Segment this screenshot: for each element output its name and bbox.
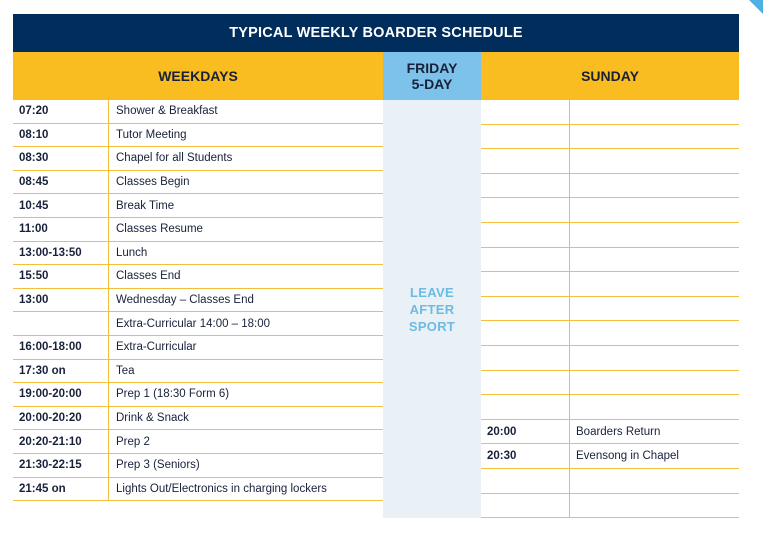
weekday-row [13,194,383,218]
weekday-row [13,147,383,171]
sunday-row [481,174,739,199]
sunday-row [481,272,739,297]
weekday-row [13,383,383,407]
sunday-row [481,346,739,371]
weekday-row [13,100,383,124]
sunday-time [481,272,570,296]
schedule-table [13,14,739,518]
sunday-time [481,174,570,198]
weekday-activity: Tutor Meeting [116,128,187,141]
weekday-activity: Lights Out/Electronics in charging lockers [116,482,327,495]
sunday-activity [570,149,739,173]
weekday-time: 16:00-18:00 [13,336,109,359]
weekday-time: 20:20-21:10 [13,430,109,453]
sunday-row [481,149,739,174]
weekday-time: 08:10 [13,124,109,147]
friday-column [383,100,481,518]
sunday-activity [570,469,739,493]
sunday-activity [570,248,739,272]
weekday-activity: Classes Begin [116,176,190,189]
sunday-time [481,346,570,370]
sunday-row [481,420,739,445]
sunday-activity [570,395,739,419]
sunday-activity [570,198,739,222]
weekday-activity: Extra-Curricular 14:00 – 18:00 [116,317,271,330]
sunday-activity [570,174,739,198]
friday-note [409,284,455,335]
sunday-activity [570,125,739,149]
sunday-time: 20:30 [481,444,570,468]
weekday-activity: Classes Resume [116,223,203,236]
weekday-activity: Prep 3 (Seniors) [116,459,200,472]
weekday-time: 20:00-20:20 [13,407,109,430]
weekday-row [13,454,383,478]
sunday-activity [570,371,739,395]
sunday-time [481,371,570,395]
sunday-time [481,321,570,345]
friday-note-line: SPORT [408,318,456,334]
sunday-time [481,125,570,149]
weekday-row [13,360,383,384]
friday-header: FRIDAY 5-DAY [383,52,481,100]
sunday-row [481,395,739,420]
sunday-activity: Evensong in Chapel [576,450,679,463]
weekday-time: 08:30 [13,147,109,170]
weekday-time [13,312,109,335]
sunday-row [481,100,739,125]
sunday-row [481,248,739,273]
weekday-activity: Wednesday – Classes End [116,294,254,307]
sunday-row [481,125,739,150]
sunday-activity [570,494,739,518]
sunday-row [481,198,739,223]
sunday-time [481,494,570,518]
weekday-time: 19:00-20:00 [13,383,109,406]
weekday-time: 15:50 [13,265,109,288]
sunday-row [481,444,739,469]
weekdays-column [13,100,383,518]
sunday-row [481,321,739,346]
weekday-activity: Lunch [116,246,148,259]
weekday-time: 13:00 [13,289,109,312]
weekday-time: 11:00 [13,218,109,241]
sunday-time [481,248,570,272]
sunday-time [481,149,570,173]
weekday-time: 07:20 [13,100,109,123]
weekday-row [13,265,383,289]
sunday-row [481,494,739,519]
schedule-title: TYPICAL WEEKLY BOARDER SCHEDULE [13,14,739,52]
sunday-column [481,100,739,518]
sunday-time [481,223,570,247]
weekday-activity: Drink & Snack [116,412,189,425]
sunday-activity [570,272,739,296]
sunday-time [481,198,570,222]
sunday-row [481,469,739,494]
weekday-row [13,407,383,431]
sunday-time [481,469,570,493]
weekday-activity: Tea [116,364,135,377]
weekday-time: 10:45 [13,194,109,217]
weekday-row [13,218,383,242]
weekday-activity: Prep 1 (18:30 Form 6) [116,388,230,401]
weekday-time: 21:45 on [13,478,109,501]
sunday-time: 20:00 [481,420,570,444]
weekday-row [13,336,383,360]
weekday-time: 17:30 on [13,360,109,383]
weekday-activity: Break Time [116,199,175,212]
sunday-row [481,371,739,396]
weekday-activity: Classes End [116,270,181,283]
sunday-activity: Boarders Return [576,425,661,438]
weekday-time: 08:45 [13,171,109,194]
weekday-row [13,312,383,336]
weekday-row [13,242,383,266]
schedule-body [13,100,739,518]
friday-note-line: AFTER [409,301,455,317]
weekday-activity: Extra-Curricular [116,341,197,354]
weekday-activity: Chapel for all Students [116,152,233,165]
friday-note-line: LEAVE [410,284,454,300]
corner-accent [749,0,763,14]
header-row [13,52,739,100]
weekday-time: 21:30-22:15 [13,454,109,477]
weekday-row [13,124,383,148]
sunday-activity [570,223,739,247]
weekday-row [13,430,383,454]
sunday-header: SUNDAY [481,52,739,100]
weekday-time: 13:00-13:50 [13,242,109,265]
sunday-activity [570,321,739,345]
weekdays-header: WEEKDAYS [13,52,383,100]
sunday-activity [570,297,739,321]
sunday-time [481,297,570,321]
sunday-time [481,395,570,419]
sunday-activity [570,100,739,124]
weekday-row [13,478,383,502]
sunday-row [481,297,739,322]
weekday-activity: Shower & Breakfast [116,105,218,118]
weekday-activity: Prep 2 [116,435,150,448]
sunday-row [481,223,739,248]
weekday-row [13,171,383,195]
sunday-time [481,100,570,124]
weekday-row [13,289,383,313]
sunday-activity [570,346,739,370]
